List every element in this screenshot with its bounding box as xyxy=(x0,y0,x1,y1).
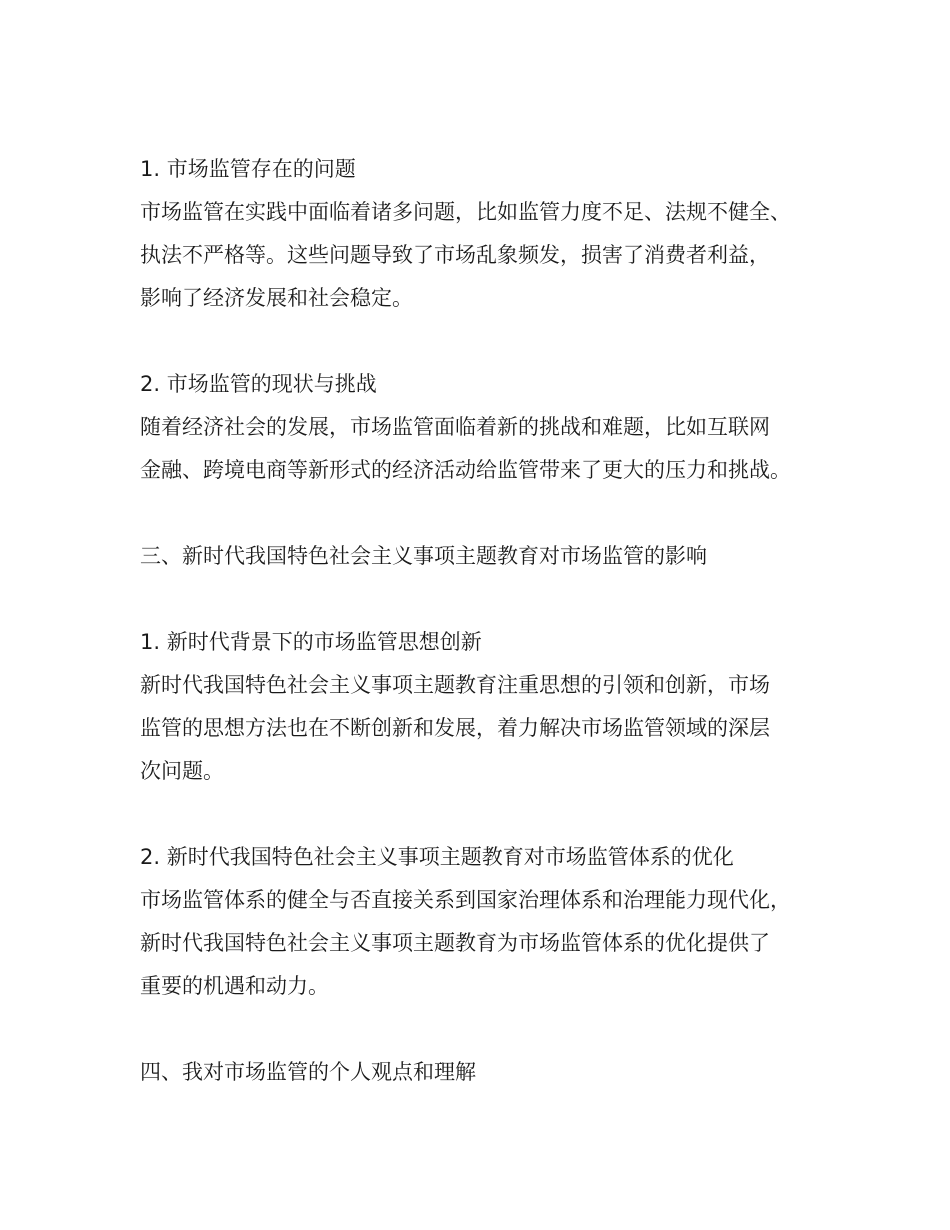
section-spacer xyxy=(140,578,840,621)
section-spacer xyxy=(140,1008,840,1051)
section-market-regulation-problems xyxy=(140,148,840,320)
paragraph-line: 随着经济社会的发展，市场监管面临着新的挑战和难题，比如互联网 xyxy=(140,415,770,439)
section-three-heading xyxy=(140,535,840,578)
paragraph-line: 市场监管体系的健全与否直接关系到国家治理体系和治理能力现代化， xyxy=(140,888,791,912)
paragraph-line: 次问题。 xyxy=(140,759,224,783)
section-system-optimization xyxy=(140,836,840,1008)
section-status-and-challenges xyxy=(140,363,840,492)
section-spacer xyxy=(140,492,840,535)
section-spacer xyxy=(140,793,840,836)
section-four-heading xyxy=(140,1051,840,1094)
paragraph-line: 执法不严格等。这些问题导致了市场乱象频发，损害了消费者利益， xyxy=(140,243,770,267)
section-thought-innovation xyxy=(140,621,840,793)
paragraph-line: 金融、跨境电商等新形式的经济活动给监管带来了更大的压力和挑战。 xyxy=(140,458,791,482)
section-heading: 2. 新时代我国特色社会主义事项主题教育对市场监管体系的优化 xyxy=(140,845,734,869)
chapter-heading: 三、新时代我国特色社会主义事项主题教育对市场监管的影响 xyxy=(140,544,707,568)
paragraph-line: 新时代我国特色社会主义事项主题教育注重思想的引领和创新，市场 xyxy=(140,673,770,697)
section-heading: 1. 新时代背景下的市场监管思想创新 xyxy=(140,630,482,654)
paragraph-line: 重要的机遇和动力。 xyxy=(140,974,329,998)
section-spacer xyxy=(140,320,840,363)
section-heading: 2. 市场监管的现状与挑战 xyxy=(140,372,377,396)
chapter-heading: 四、我对市场监管的个人观点和理解 xyxy=(140,1060,476,1084)
document-body xyxy=(140,148,840,1094)
section-heading: 1. 市场监管存在的问题 xyxy=(140,157,356,181)
paragraph-line: 影响了经济发展和社会稳定。 xyxy=(140,286,413,310)
paragraph-line: 市场监管在实践中面临着诸多问题，比如监管力度不足、法规不健全、 xyxy=(140,200,791,224)
paragraph-line: 监管的思想方法也在不断创新和发展，着力解决市场监管领域的深层 xyxy=(140,716,770,740)
paragraph-line: 新时代我国特色社会主义事项主题教育为市场监管体系的优化提供了 xyxy=(140,931,770,955)
